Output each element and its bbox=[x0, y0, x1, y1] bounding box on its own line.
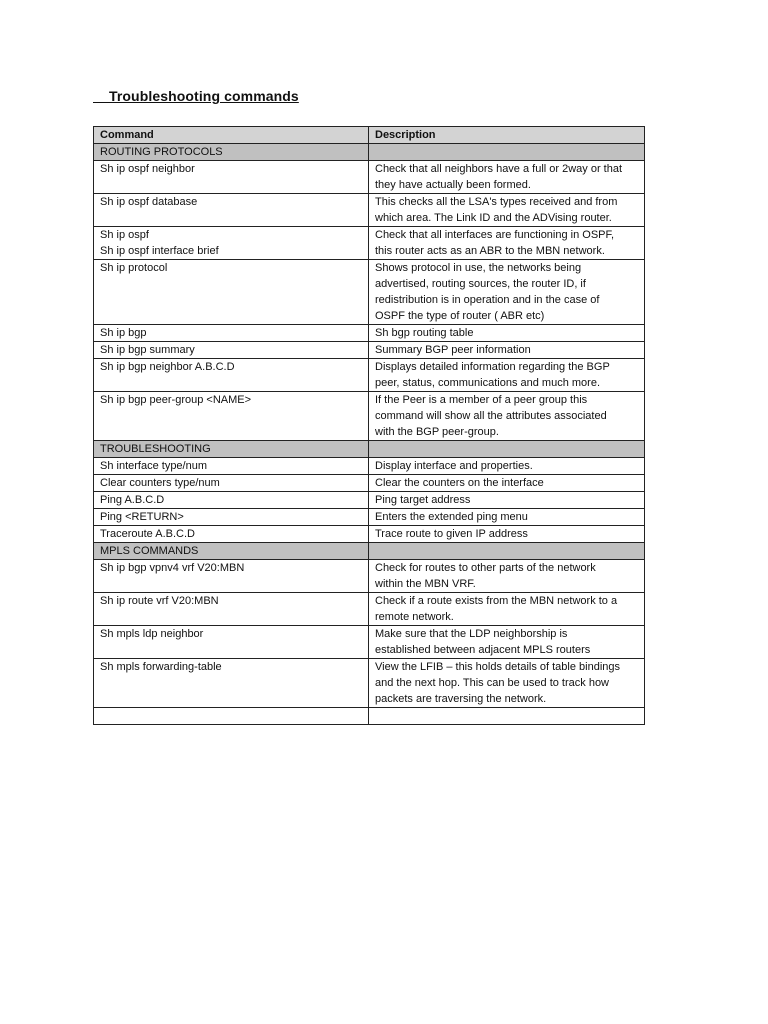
empty-cell bbox=[94, 708, 369, 725]
description-cell bbox=[369, 475, 645, 492]
description-cell bbox=[369, 342, 645, 359]
section-title: ROUTING PROTOCOLS bbox=[94, 144, 369, 161]
description-cell bbox=[369, 659, 645, 708]
command-cell bbox=[94, 227, 369, 260]
description-text: Check if a route exists from the MBN network to a bbox=[375, 595, 618, 607]
table-row bbox=[94, 475, 645, 492]
description-text: packets are traversing the network. bbox=[375, 693, 547, 705]
command-text: Sh ip bgp bbox=[100, 327, 147, 339]
table-row bbox=[94, 492, 645, 509]
command-text: Traceroute A.B.C.D bbox=[100, 528, 195, 540]
description-cell bbox=[369, 626, 645, 659]
command-text: Sh ip ospf bbox=[100, 229, 149, 241]
command-cell bbox=[94, 509, 369, 526]
table-row bbox=[94, 458, 645, 475]
command-text: Sh mpls ldp neighbor bbox=[100, 628, 204, 640]
description-text: command will show all the attributes associated bbox=[375, 410, 607, 422]
command-text: Clear counters type/num bbox=[100, 477, 220, 489]
description-text: Check that all neighbors have a full or 2way or that bbox=[375, 163, 623, 175]
description-text: Shows protocol in use, the networks being bbox=[375, 262, 582, 274]
description-text: Sh bgp routing table bbox=[375, 327, 474, 339]
description-text: advertised, routing sources, the router ID, if bbox=[375, 278, 586, 290]
description-cell bbox=[369, 161, 645, 194]
table-row bbox=[94, 509, 645, 526]
table-header-row bbox=[94, 127, 645, 144]
command-cell bbox=[94, 593, 369, 626]
description-text: Clear the counters on the interface bbox=[375, 477, 544, 489]
description-text: Enters the extended ping menu bbox=[375, 511, 528, 523]
description-text: established between adjacent MPLS routers bbox=[375, 644, 591, 656]
description-text: within the MBN VRF. bbox=[375, 578, 476, 590]
command-cell bbox=[94, 260, 369, 325]
description-text: Check for routes to other parts of the network bbox=[375, 562, 596, 574]
description-text: Display interface and properties. bbox=[375, 460, 533, 472]
command-text: Sh ip bgp summary bbox=[100, 344, 195, 356]
description-text: peer, status, communications and much more. bbox=[375, 377, 600, 389]
table-row bbox=[94, 626, 645, 659]
table-row bbox=[94, 161, 645, 194]
command-text: Sh ip bgp peer-group <NAME> bbox=[100, 394, 252, 406]
column-header-description: Description bbox=[369, 127, 645, 144]
command-cell bbox=[94, 475, 369, 492]
section-header-row bbox=[94, 144, 645, 161]
command-cell bbox=[94, 626, 369, 659]
description-cell bbox=[369, 325, 645, 342]
table-row bbox=[94, 359, 645, 392]
description-text: Displays detailed information regarding the BGP bbox=[375, 361, 610, 373]
table-row bbox=[94, 194, 645, 227]
description-cell bbox=[369, 509, 645, 526]
column-header-command: Command bbox=[94, 127, 369, 144]
description-text: View the LFIB – this holds details of table bindings bbox=[375, 661, 621, 673]
description-text: Ping target address bbox=[375, 494, 471, 506]
table-row bbox=[94, 227, 645, 260]
empty-cell bbox=[369, 708, 645, 725]
description-text: this router acts as an ABR to the MBN network. bbox=[375, 245, 605, 257]
commands-table bbox=[93, 126, 645, 725]
command-text: Sh ip bgp neighbor A.B.C.D bbox=[100, 361, 235, 373]
command-cell bbox=[94, 458, 369, 475]
description-text: Check that all interfaces are functioning in OSPF, bbox=[375, 229, 615, 241]
command-cell bbox=[94, 560, 369, 593]
description-cell bbox=[369, 458, 645, 475]
description-text: which area. The Link ID and the ADVising router. bbox=[375, 212, 612, 224]
description-cell bbox=[369, 194, 645, 227]
command-cell bbox=[94, 526, 369, 543]
command-text: Sh ip route vrf V20:MBN bbox=[100, 595, 219, 607]
section-empty-cell bbox=[369, 441, 645, 458]
description-cell bbox=[369, 227, 645, 260]
description-text: redistribution is in operation and in the case of bbox=[375, 294, 600, 306]
command-text: Sh ip ospf database bbox=[100, 196, 198, 208]
command-text: Sh interface type/num bbox=[100, 460, 208, 472]
table-row bbox=[94, 392, 645, 441]
description-cell bbox=[369, 492, 645, 509]
command-cell bbox=[94, 392, 369, 441]
description-text: If the Peer is a member of a peer group this bbox=[375, 394, 588, 406]
description-text: Trace route to given IP address bbox=[375, 528, 528, 540]
table-row bbox=[94, 325, 645, 342]
description-text: Make sure that the LDP neighborship is bbox=[375, 628, 568, 640]
section-empty-cell bbox=[369, 144, 645, 161]
section-title: TROUBLESHOOTING bbox=[94, 441, 369, 458]
description-text: Summary BGP peer information bbox=[375, 344, 531, 356]
description-cell bbox=[369, 392, 645, 441]
table-row bbox=[94, 526, 645, 543]
description-text: with the BGP peer-group. bbox=[375, 426, 499, 438]
table-row bbox=[94, 560, 645, 593]
table-row bbox=[94, 342, 645, 359]
description-text: remote network. bbox=[375, 611, 454, 623]
empty-row bbox=[94, 708, 645, 725]
table-row bbox=[94, 593, 645, 626]
table-body bbox=[94, 144, 645, 725]
command-text: Ping A.B.C.D bbox=[100, 494, 165, 506]
section-empty-cell bbox=[369, 543, 645, 560]
description-cell bbox=[369, 593, 645, 626]
section-header-row bbox=[94, 543, 645, 560]
command-text: Sh ip protocol bbox=[100, 262, 168, 274]
command-cell bbox=[94, 161, 369, 194]
description-text: This checks all the LSA's types received and from bbox=[375, 196, 618, 208]
description-text: and the next hop. This can be used to track how bbox=[375, 677, 610, 689]
command-text: Sh mpls forwarding-table bbox=[100, 661, 222, 673]
command-cell bbox=[94, 325, 369, 342]
description-cell bbox=[369, 359, 645, 392]
command-cell bbox=[94, 659, 369, 708]
table-row bbox=[94, 659, 645, 708]
command-text: Sh ip bgp vpnv4 vrf V20:MBN bbox=[100, 562, 245, 574]
command-text: Ping <RETURN> bbox=[100, 511, 184, 523]
description-text: they have actually been formed. bbox=[375, 179, 531, 191]
description-text: OSPF the type of router ( ABR etc) bbox=[375, 310, 545, 322]
description-cell bbox=[369, 260, 645, 325]
command-cell bbox=[94, 342, 369, 359]
command-text: Sh ip ospf neighbor bbox=[100, 163, 195, 175]
description-cell bbox=[369, 526, 645, 543]
section-header-row bbox=[94, 441, 645, 458]
command-cell bbox=[94, 359, 369, 392]
command-text: Sh ip ospf interface brief bbox=[100, 245, 219, 257]
page-title: Troubleshooting commands bbox=[93, 88, 299, 104]
command-cell bbox=[94, 492, 369, 509]
description-cell bbox=[369, 560, 645, 593]
table-row bbox=[94, 260, 645, 325]
section-title: MPLS COMMANDS bbox=[94, 543, 369, 560]
command-cell bbox=[94, 194, 369, 227]
